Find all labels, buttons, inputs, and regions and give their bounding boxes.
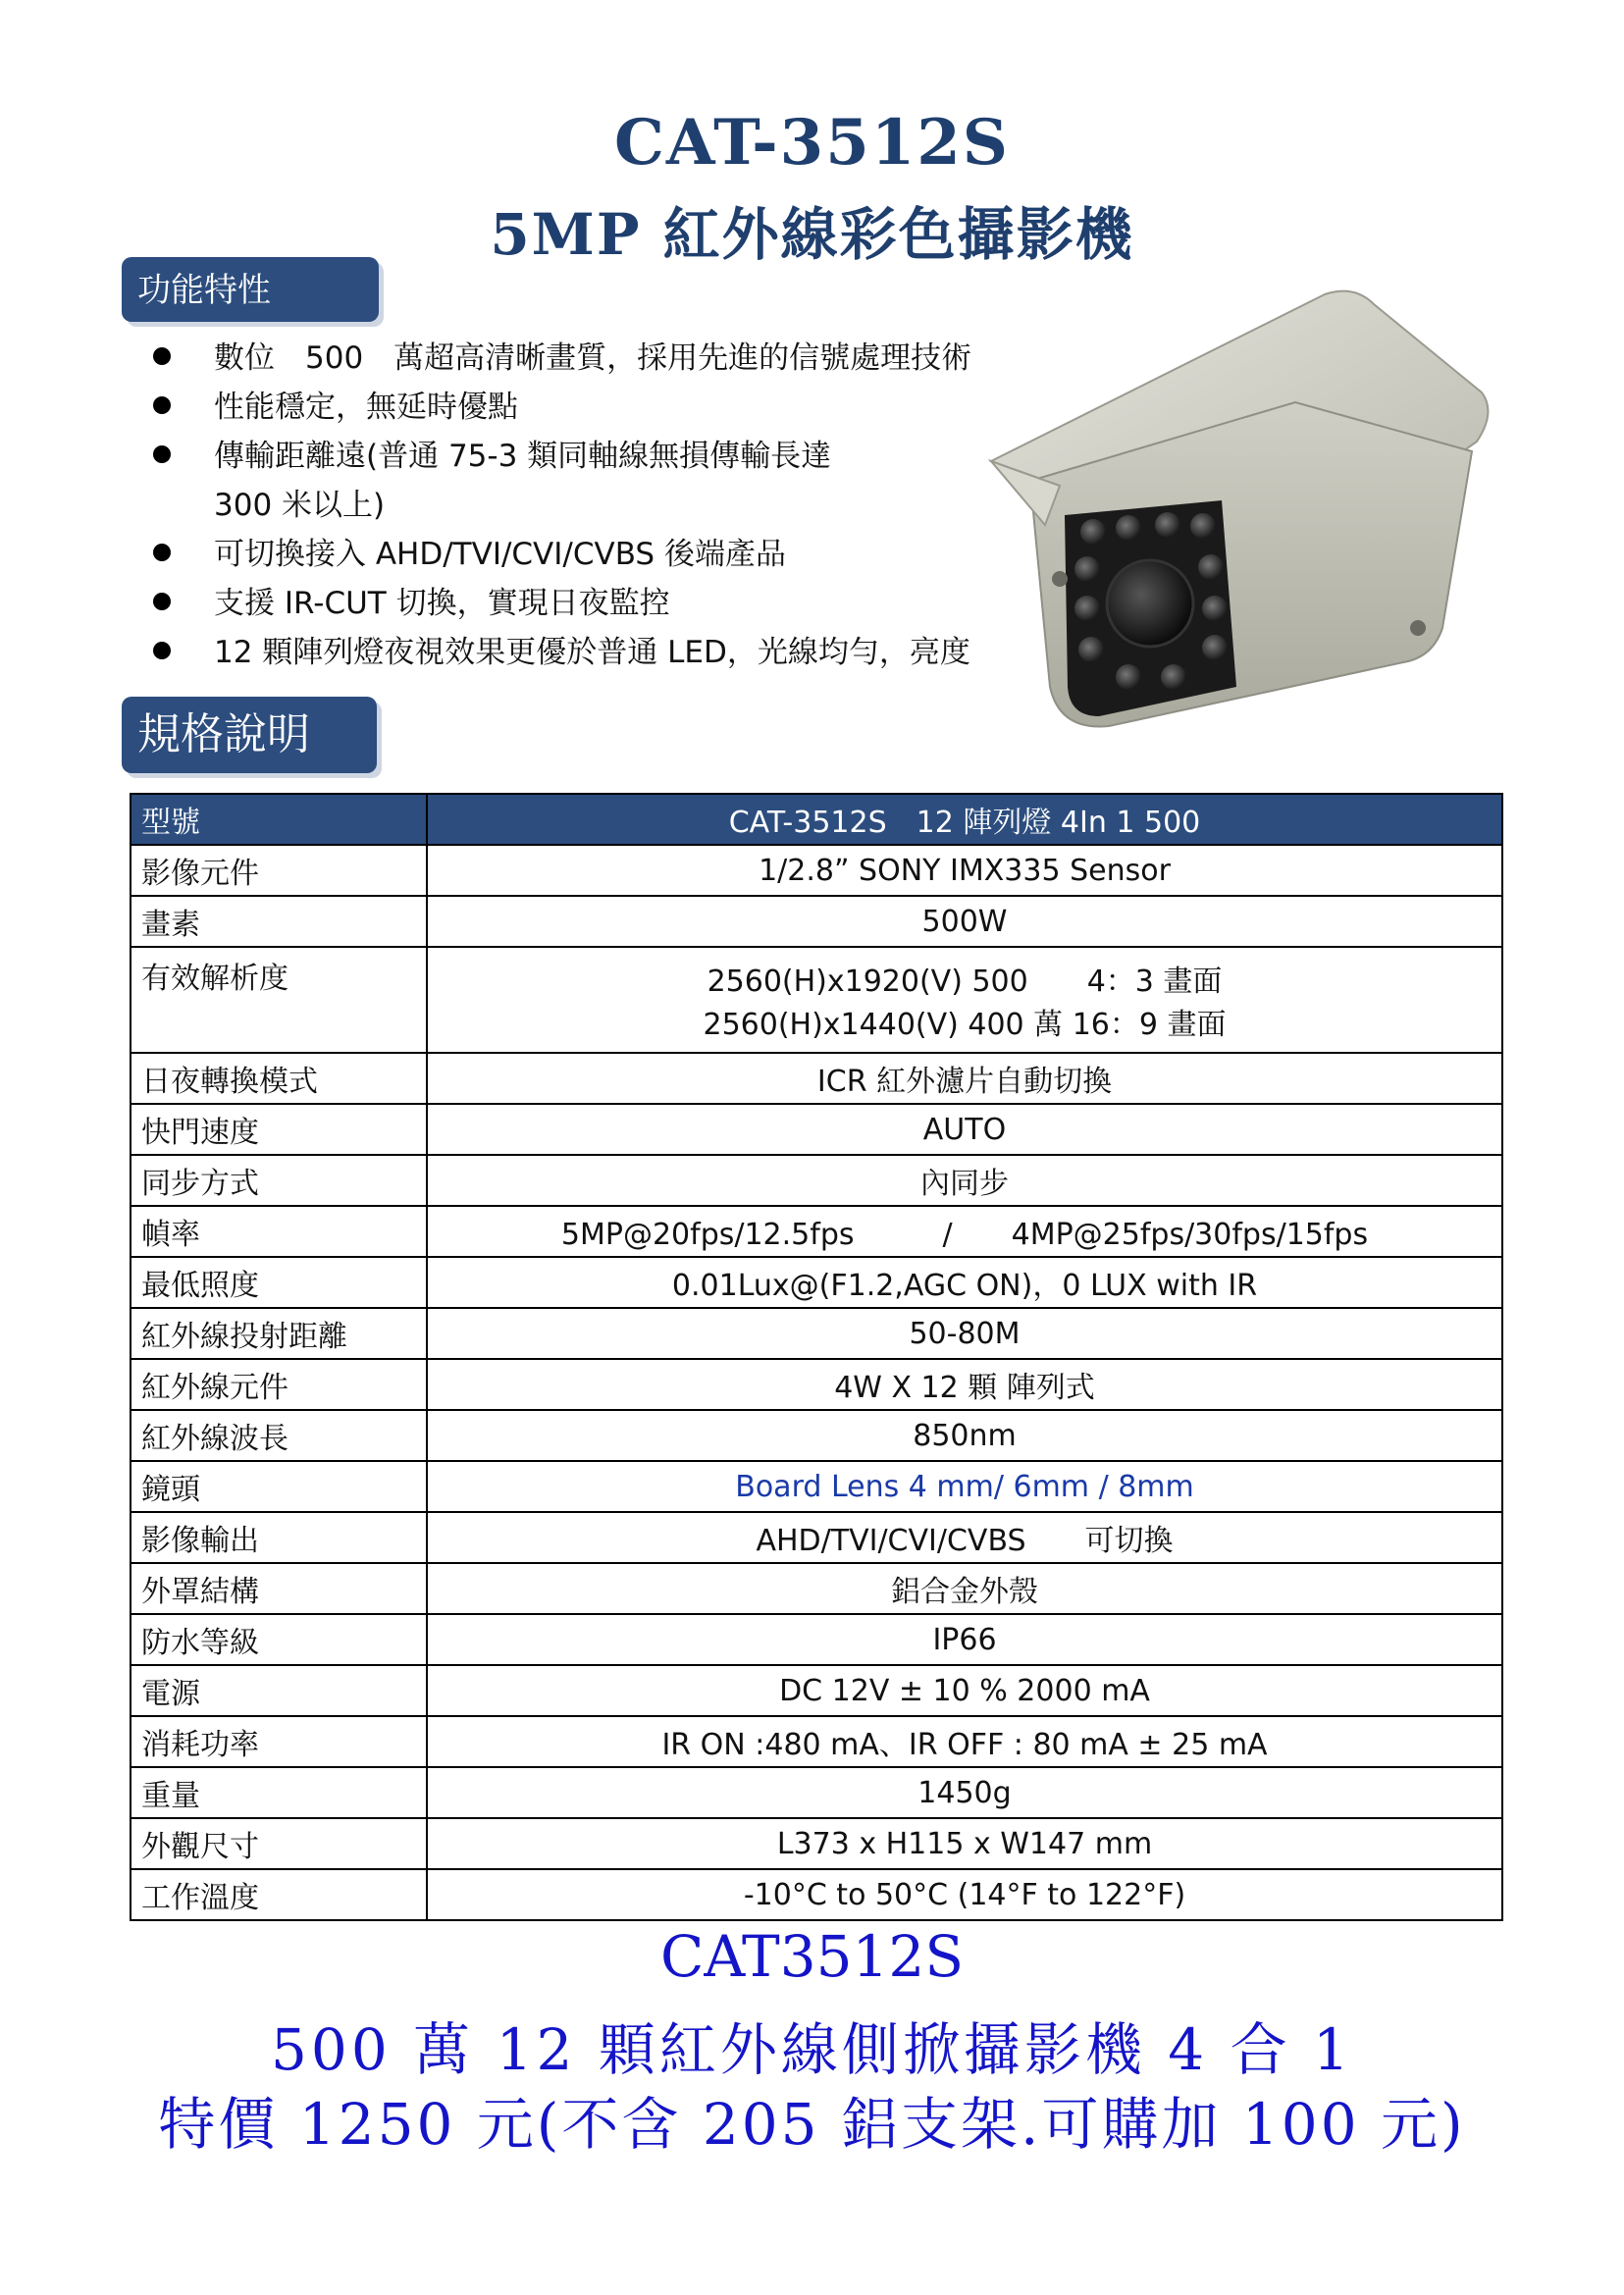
table-row: [131, 1512, 1502, 1563]
spec-value: 5MP@20fps/12.5fps / 4MP@25fps/30fps/15fps: [427, 1206, 1502, 1257]
spec-label: 有效解析度: [131, 947, 427, 1053]
table-row: [131, 1767, 1502, 1818]
specs-section-title: 規格說明: [122, 697, 377, 773]
promo-model: CAT3512S: [659, 1923, 965, 1990]
spec-value: 50-80M: [427, 1308, 1502, 1359]
spec-value: DC 12V ± 10 % 2000 mA: [427, 1665, 1502, 1716]
spec-label: 日夜轉換模式: [131, 1053, 427, 1104]
table-row: [131, 947, 1502, 1053]
feature-text: 支援 IR-CUT 切換，實現日夜監控: [214, 586, 670, 621]
table-row: [131, 1665, 1502, 1716]
feature-text-continued: 300 米以上): [214, 488, 386, 523]
camera-housing-icon: [971, 275, 1521, 746]
spec-label: 重量: [131, 1767, 427, 1818]
spec-value: IP66: [427, 1614, 1502, 1665]
spec-label: 同步方式: [131, 1155, 427, 1206]
table-row: [131, 1818, 1502, 1869]
table-row: [131, 1053, 1502, 1104]
features-list: [147, 334, 991, 677]
feature-item: [147, 383, 991, 432]
bullet-icon: [153, 642, 171, 659]
spec-label: 最低照度: [131, 1257, 427, 1308]
spec-label: 工作溫度: [131, 1869, 427, 1920]
bullet-icon: [153, 396, 171, 414]
feature-text: 12 顆陣列燈夜視效果更優於普通 LED，光線均勻，亮度: [214, 635, 970, 670]
spec-value: 1/2.8” SONY IMX335 Sensor: [427, 845, 1502, 896]
bullet-icon: [153, 593, 171, 610]
spec-label: 快門速度: [131, 1104, 427, 1155]
promo-price: 特價 1250 元(不含 205 鋁支架.可購加 100 元): [158, 2091, 1466, 2158]
spec-label: 影像輸出: [131, 1512, 427, 1563]
table-row: [131, 1563, 1502, 1614]
spec-table: [130, 793, 1503, 1921]
spec-label: 鏡頭: [131, 1461, 427, 1512]
table-row: [131, 1104, 1502, 1155]
feature-item: [147, 530, 991, 579]
spec-value: 1450g: [427, 1767, 1502, 1818]
spec-label: 紅外線波長: [131, 1410, 427, 1461]
table-row: [131, 1716, 1502, 1767]
spec-header-row: [131, 794, 1502, 845]
spec-value: AHD/TVI/CVI/CVBS 可切換: [427, 1512, 1502, 1563]
product-name-title: 5MP 紅外線彩色攝影機: [490, 201, 1134, 268]
feature-text: 數位 500 萬超高清晰畫質，採用先進的信號處理技術: [214, 340, 972, 376]
spec-value-line-1: 2560(H)x1920(V) 500 4：3 畫面: [707, 965, 1223, 999]
bullet-icon: [153, 445, 171, 463]
table-row: [131, 1206, 1502, 1257]
spec-label: 外罩結構: [131, 1563, 427, 1614]
table-row: [131, 1359, 1502, 1410]
spec-value: IR ON :480 mA、IR OFF : 80 mA ± 25 mA: [427, 1716, 1502, 1767]
table-row: [131, 1257, 1502, 1308]
table-row: [131, 1869, 1502, 1920]
feature-text: 性能穩定，無延時優點: [214, 390, 518, 425]
spec-header-value: CAT-3512S 12 陣列燈 4In 1 500: [427, 794, 1502, 845]
spec-value: L373 x H115 x W147 mm: [427, 1818, 1502, 1869]
table-row: [131, 1461, 1502, 1512]
spec-value-line-2: 2560(H)x1440(V) 400 萬 16：9 畫面: [703, 1008, 1227, 1042]
bullet-icon: [153, 544, 171, 561]
table-row: [131, 1410, 1502, 1461]
spec-label: 紅外線投射距離: [131, 1308, 427, 1359]
feature-item: [147, 334, 991, 383]
feature-item: [147, 628, 991, 677]
spec-label: 防水等級: [131, 1614, 427, 1665]
table-row: [131, 1614, 1502, 1665]
feature-text: 傳輸距離遠(普通 75-3 類同軸線無損傳輸長達: [214, 439, 832, 474]
spec-value: [427, 947, 1502, 1053]
bullet-icon: [153, 347, 171, 365]
spec-label: 影像元件: [131, 845, 427, 896]
table-row: [131, 896, 1502, 947]
feature-item: [147, 579, 991, 628]
feature-item: [147, 432, 991, 530]
spec-label: 外觀尺寸: [131, 1818, 427, 1869]
table-row: [131, 1155, 1502, 1206]
spec-label: 幀率: [131, 1206, 427, 1257]
spec-header-label: 型號: [131, 794, 427, 845]
product-model-title: CAT-3512S: [613, 106, 1011, 180]
spec-label: 紅外線元件: [131, 1359, 427, 1410]
spec-value: 內同步: [427, 1155, 1502, 1206]
spec-value: AUTO: [427, 1104, 1502, 1155]
spec-value: 4W X 12 顆 陣列式: [427, 1359, 1502, 1410]
spec-value: 850nm: [427, 1410, 1502, 1461]
spec-label: 畫素: [131, 896, 427, 947]
spec-value: 鋁合金外殼: [427, 1563, 1502, 1614]
features-section-title: 功能特性: [122, 257, 379, 322]
spec-value: ICR 紅外濾片自動切換: [427, 1053, 1502, 1104]
feature-text: 可切換接入 AHD/TVI/CVI/CVBS 後端產品: [214, 537, 786, 572]
table-row: [131, 845, 1502, 896]
table-row: [131, 1308, 1502, 1359]
spec-value-lens: Board Lens 4 mm/ 6mm / 8mm: [427, 1461, 1502, 1512]
spec-label: 消耗功率: [131, 1716, 427, 1767]
promo-description: 500 萬 12 顆紅外線側掀攝影機 4 合 1: [271, 2016, 1353, 2083]
spec-value: -10°C to 50°C (14°F to 122°F): [427, 1869, 1502, 1920]
spec-value: 0.01Lux@(F1.2,AGC ON)，0 LUX with IR: [427, 1257, 1502, 1308]
spec-label: 電源: [131, 1665, 427, 1716]
spec-value: 500W: [427, 896, 1502, 947]
